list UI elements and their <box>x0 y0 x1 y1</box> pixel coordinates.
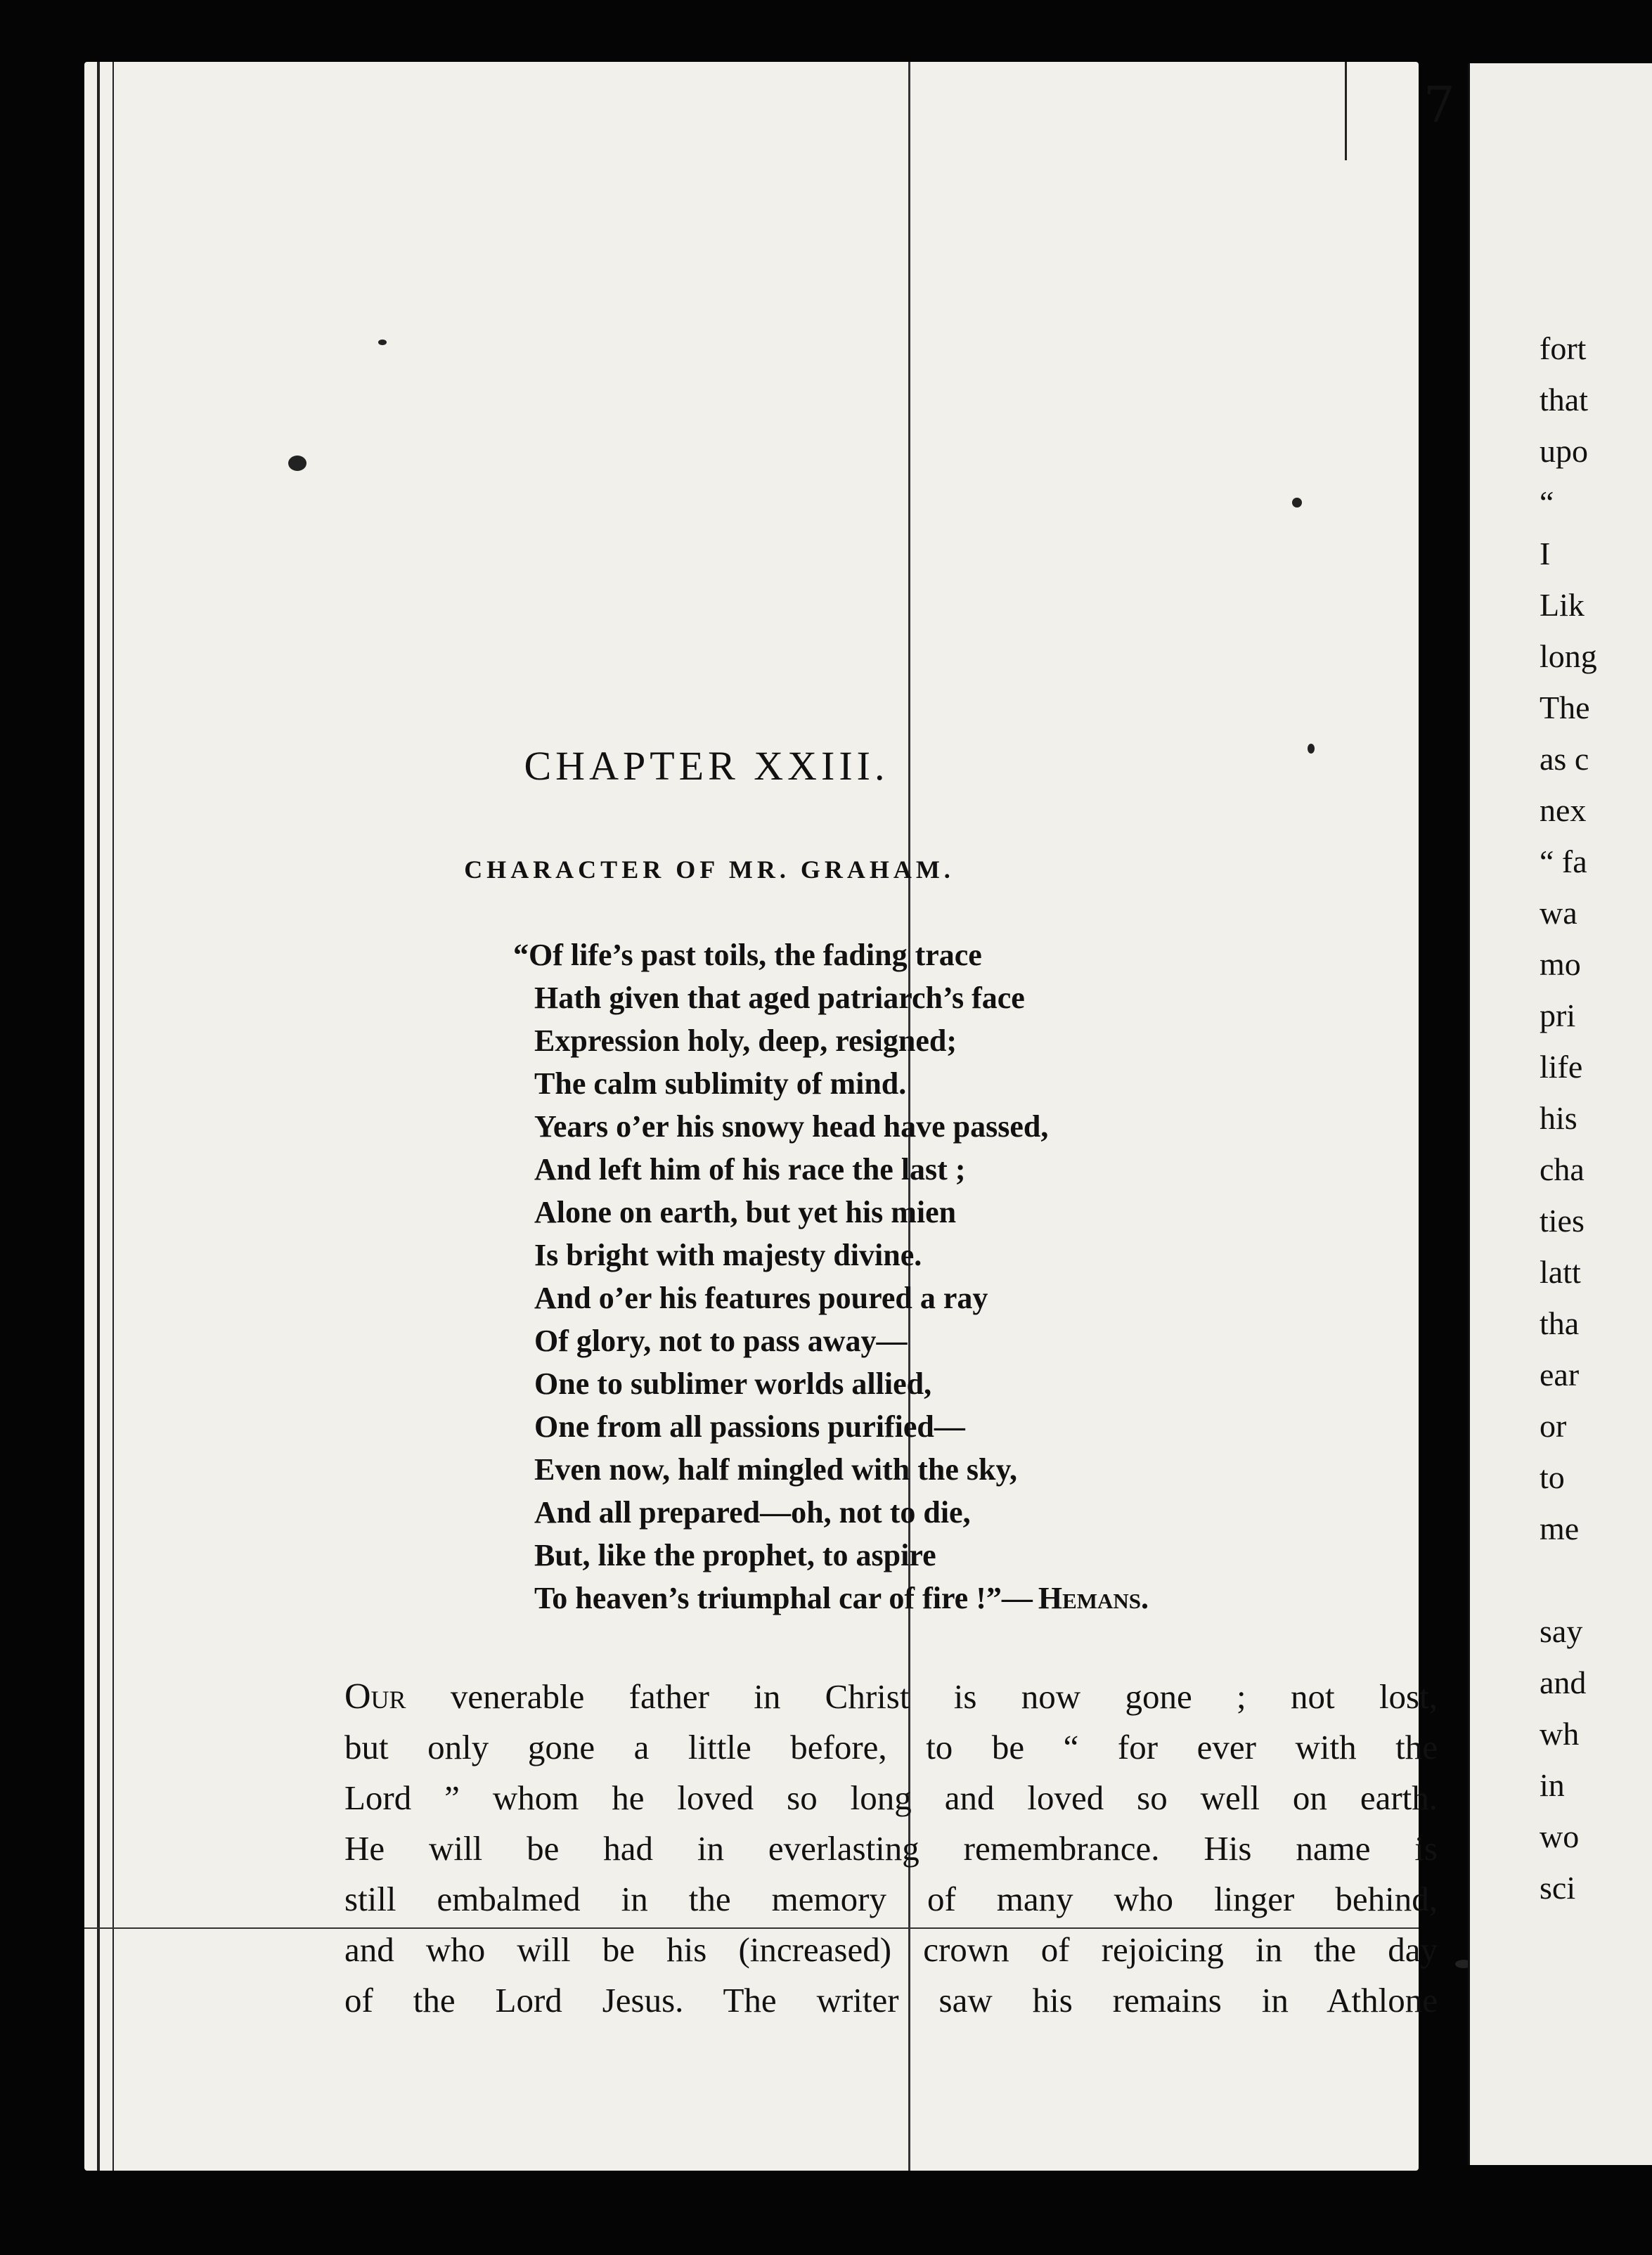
body-paragraph <box>344 1672 1438 2026</box>
adjacent-fragment: as c <box>1540 741 1589 777</box>
left-page <box>84 62 1455 2171</box>
poem-line: One from all passions purified— <box>534 1409 965 1444</box>
adjacent-fragment: in <box>1540 1767 1565 1803</box>
body-line: of the Lord Jesus. The writer saw his remains in Athlone <box>344 1981 1438 2020</box>
adjacent-fragment: wh <box>1540 1716 1580 1752</box>
adjacent-fragment: ear <box>1540 1357 1580 1393</box>
poem-line: The calm sublimity of mind. <box>534 1066 907 1101</box>
adjacent-fragment: The <box>1540 690 1590 725</box>
adjacent-fragment: and <box>1540 1665 1587 1700</box>
body-line <box>344 1672 1438 1722</box>
adjacent-fragment: latt <box>1540 1254 1581 1290</box>
poem-line: Expression holy, deep, resigned; <box>534 1023 957 1058</box>
adjacent-fragment: ties <box>1540 1203 1585 1239</box>
poem-line: Years o’er his snowy head have passed, <box>534 1109 1049 1144</box>
chapter-subheading: CHARACTER OF MR. GRAHAM. <box>464 855 955 884</box>
poem-line: “Of life’s past toils, the fading trace <box>513 938 982 972</box>
poem-attribution: Hemans. <box>1038 1581 1149 1615</box>
adjacent-fragment: to <box>1540 1459 1565 1495</box>
adjacent-fragment: me <box>1540 1511 1580 1546</box>
poem-line: Alone on earth, but yet his mien <box>534 1195 957 1229</box>
adjacent-fragment: long <box>1540 638 1597 674</box>
body-line: and who will be his (increased) crown of rejoicing in the day <box>344 1930 1438 1969</box>
opening-word: Our <box>344 1676 406 1717</box>
left-margin-rule-inner <box>112 62 114 2171</box>
adjacent-fragment: or <box>1540 1408 1567 1444</box>
corner-mark: 7 <box>1424 76 1455 134</box>
adjacent-fragment: life <box>1540 1049 1583 1085</box>
adjacent-fragment: say <box>1540 1613 1583 1649</box>
poem-line: One to sublimer worlds allied, <box>534 1366 932 1401</box>
epigraph-poem <box>513 933 1149 1620</box>
body-line: Lord ” whom he loved so long and loved so well on earth. <box>344 1778 1438 1817</box>
right-page-margin-rule <box>1468 63 1470 2165</box>
poem-line: Even now, half mingled with the sky, <box>534 1452 1018 1487</box>
adjacent-fragment: “ fa <box>1540 844 1587 879</box>
poem-line: Of glory, not to pass away— <box>534 1324 908 1358</box>
poem-line: And all prepared—oh, not to die, <box>534 1495 971 1530</box>
poem-line: But, like the prophet, to aspire <box>534 1538 936 1572</box>
adjacent-fragment: wa <box>1540 895 1577 931</box>
left-margin-rule <box>97 62 100 2171</box>
adjacent-fragment: wo <box>1540 1818 1580 1854</box>
adjacent-fragment: fort <box>1540 330 1587 366</box>
body-line-text: venerable father in Christ is now gone ; not lost, <box>406 1677 1438 1716</box>
poem-line: Is bright with majesty divine. <box>534 1238 922 1272</box>
body-line: still embalmed in the memory of many who linger behind, <box>344 1880 1438 1918</box>
adjacent-fragment: nex <box>1540 792 1587 828</box>
adjacent-page-text <box>1540 323 1597 1914</box>
adjacent-fragment: upo <box>1540 433 1588 469</box>
body-line: He will be had in everlasting remembrance. His name is <box>344 1829 1438 1868</box>
poem-line: And o’er his features poured a ray <box>534 1281 988 1315</box>
adjacent-fragment: mo <box>1540 946 1581 982</box>
body-line: but only gone a little before, to be “ for ever with the <box>344 1728 1438 1766</box>
top-right-rule <box>1345 62 1347 160</box>
adjacent-fragment: his <box>1540 1100 1577 1136</box>
adjacent-fragment: tha <box>1540 1305 1580 1341</box>
poem-line-final <box>534 1577 1149 1620</box>
adjacent-fragment: sci <box>1540 1870 1576 1906</box>
adjacent-fragment: “ <box>1540 484 1554 520</box>
adjacent-fragment: I <box>1540 536 1551 571</box>
poem-line: And left him of his race the last ; <box>534 1152 966 1187</box>
adjacent-fragment: that <box>1540 382 1588 418</box>
poem-line-text: To heaven’s triumphal car of fire !”— <box>534 1581 1033 1615</box>
ink-speck <box>378 340 387 345</box>
adjacent-fragment <box>1540 1555 1597 1606</box>
adjacent-fragment: Lik <box>1540 587 1585 623</box>
poem-line: Hath given that aged patriarch’s face <box>534 981 1025 1015</box>
ink-speck <box>1292 498 1302 508</box>
adjacent-fragment: cha <box>1540 1151 1585 1187</box>
chapter-heading: CHAPTER XXIII. <box>524 743 889 789</box>
adjacent-fragment: pri <box>1540 997 1576 1033</box>
ink-speck <box>288 455 306 471</box>
